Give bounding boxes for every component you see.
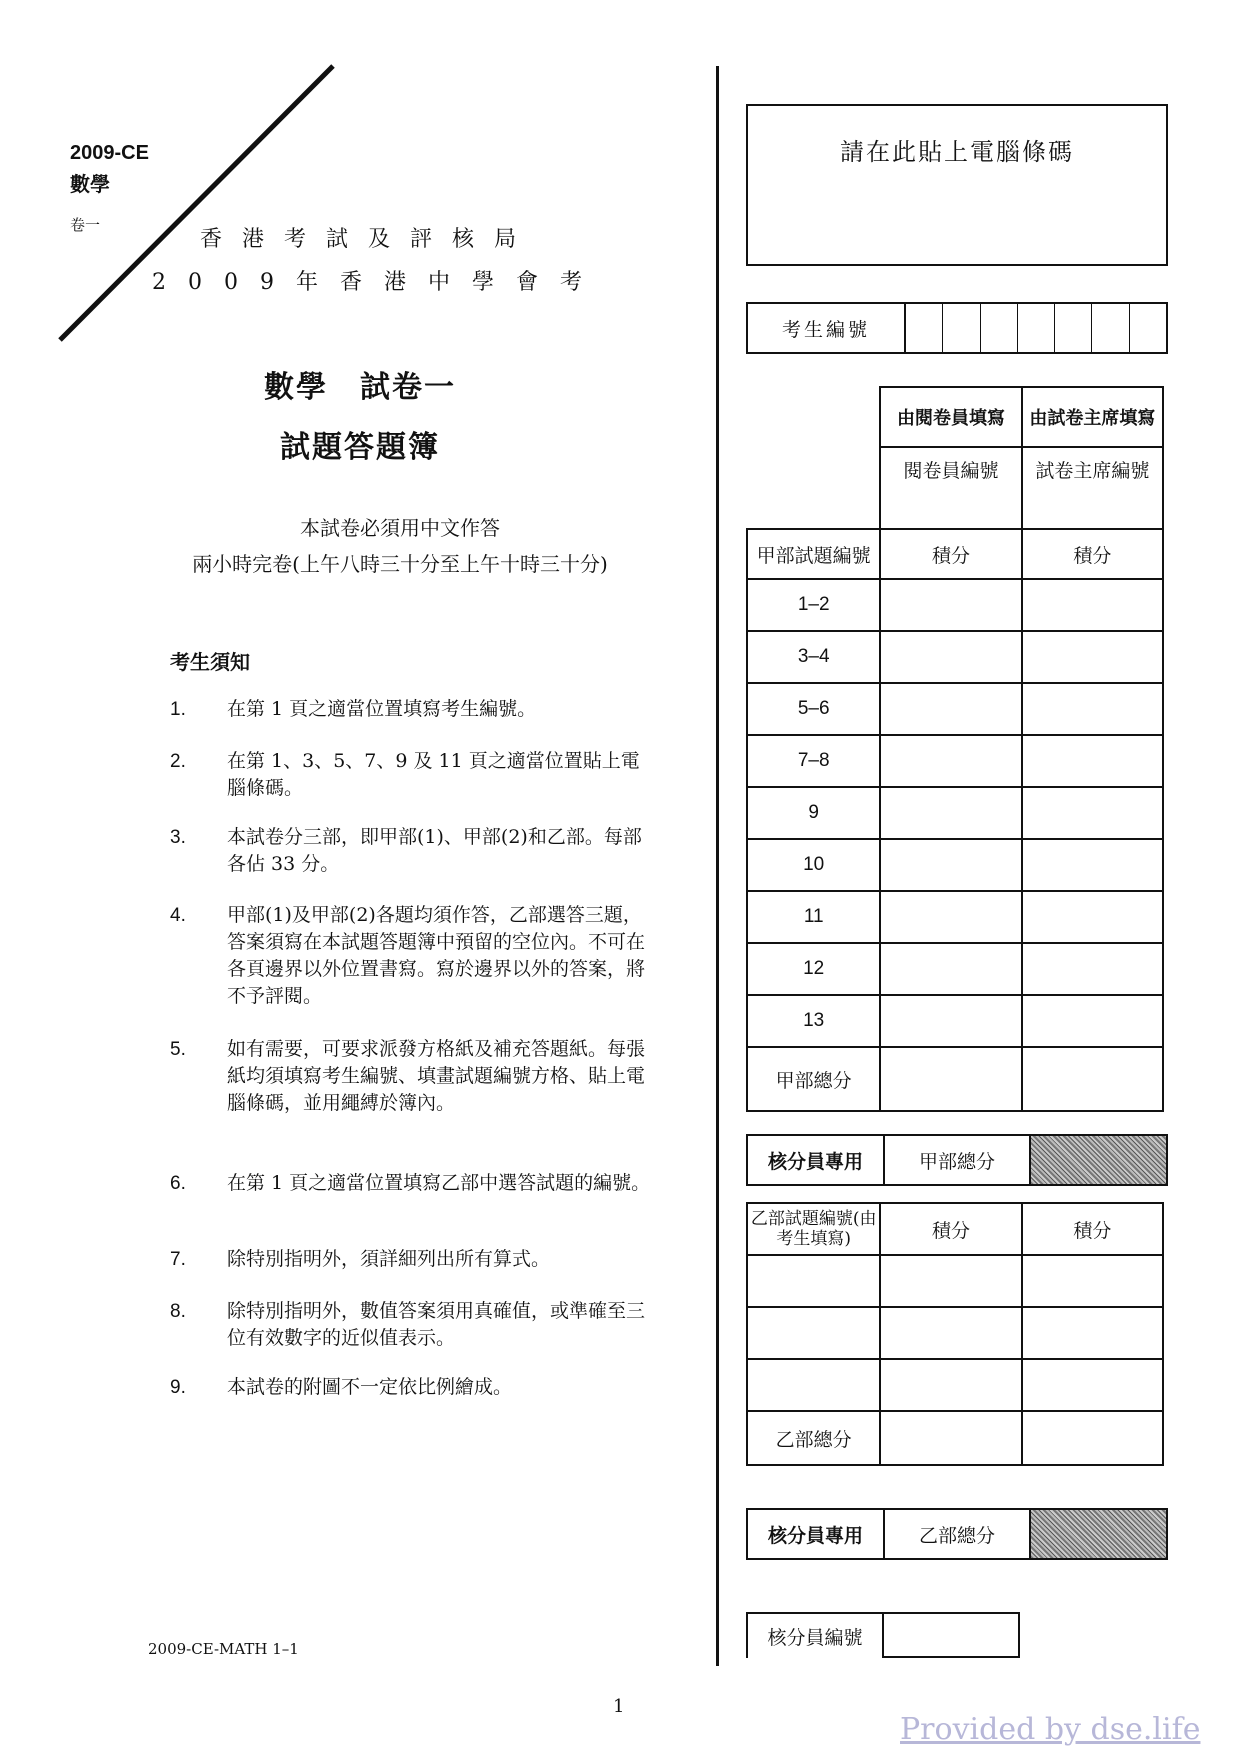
- instruction-number: 7.: [170, 1249, 186, 1270]
- question-number-cell: [747, 1359, 880, 1411]
- mark-cell: [1022, 1255, 1163, 1307]
- time-note: 兩小時完卷(上午八時三十分至上午十時三十分): [192, 552, 608, 576]
- instruction-text: 甲部(1)及甲部(2)各題均須作答，乙部選答三題，答案須寫在本試題答題簿中預留的空位內。不可在各頁邊界以外位置書寫。寫於邊界以外的答案，將不予評閱。: [227, 904, 646, 1007]
- question-number: 9: [747, 787, 880, 839]
- mark-cell: [1022, 1359, 1163, 1411]
- section-b-marks-table: [746, 1202, 1164, 1466]
- exam-authority: 香港考試及評核局: [200, 227, 537, 252]
- mark-cell: [880, 1047, 1021, 1111]
- checker-number-label: 核分員編號: [748, 1614, 884, 1658]
- mark-cell: [880, 1307, 1021, 1359]
- mark-cell: [880, 943, 1021, 995]
- checker-only-label: 核分員專用: [748, 1136, 885, 1184]
- mark-cell: [1022, 995, 1163, 1047]
- instruction-number: 3.: [170, 827, 186, 848]
- marks-header: 積分: [880, 1203, 1021, 1255]
- marks-header: 積分: [1022, 1203, 1163, 1255]
- mark-cell: [880, 787, 1021, 839]
- candidate-digit-cell: [1018, 304, 1055, 352]
- mark-cell: [880, 891, 1021, 943]
- question-number: 10: [747, 839, 880, 891]
- question-number-cell: [747, 1255, 880, 1307]
- paper-label: 卷一: [70, 216, 101, 234]
- shaded-area: [1031, 1136, 1166, 1184]
- table-corner-blank: [747, 387, 880, 447]
- instruction-text: 本試卷的附圖不一定依比例繪成。: [227, 1376, 513, 1398]
- exam-code: 2009-CE: [70, 142, 149, 164]
- mark-cell: [880, 1359, 1021, 1411]
- instruction-item: [170, 824, 660, 878]
- instruction-item: [170, 748, 660, 802]
- section-total-label: 甲部總分: [747, 1047, 880, 1111]
- candidate-digit-cell: [1092, 304, 1129, 352]
- question-number: 3–4: [747, 631, 880, 683]
- instruction-number: 6.: [170, 1173, 186, 1194]
- mark-cell: [1022, 1411, 1163, 1465]
- mark-cell: [1022, 839, 1163, 891]
- instruction-text: 本試卷分三部，即甲部(1)、甲部(2)和乙部。每部各佔 33 分。: [227, 826, 642, 875]
- chief-fill-header: 由試卷主席填寫: [1022, 387, 1163, 447]
- instructions-heading: 考生須知: [170, 650, 250, 674]
- candidate-digit-cell: [943, 304, 980, 352]
- instruction-number: 8.: [170, 1301, 186, 1322]
- header-slash-decoration: [0, 0, 340, 350]
- barcode-box: [746, 104, 1168, 266]
- marker-fill-header: 由閱卷員填寫: [880, 387, 1021, 447]
- candidate-number-label: 考生編號: [748, 304, 906, 352]
- mark-cell: [1022, 735, 1163, 787]
- instruction-item: [170, 696, 660, 723]
- shaded-area: [1031, 1510, 1166, 1558]
- mark-cell: [880, 631, 1021, 683]
- mark-cell: [1022, 1047, 1163, 1111]
- instruction-text: 除特別指明外，須詳細列出所有算式。: [227, 1248, 551, 1270]
- marks-header: 積分: [1022, 529, 1163, 579]
- mark-cell: [1022, 1307, 1163, 1359]
- mark-cell: [880, 995, 1021, 1047]
- instruction-text: 在第 1、3、5、7、9 及 11 頁之適當位置貼上電腦條碼。: [227, 750, 640, 799]
- mark-cell: [1022, 631, 1163, 683]
- chief-number-label: 試卷主席編號: [1022, 447, 1163, 529]
- instruction-text: 在第 1 頁之適當位置填寫乙部中選答試題的編號。: [227, 1172, 651, 1194]
- mark-cell: [1022, 891, 1163, 943]
- instruction-item: [170, 1036, 660, 1117]
- question-number: 1–2: [747, 579, 880, 631]
- mark-cell: [880, 735, 1021, 787]
- instruction-item: [170, 1246, 660, 1273]
- question-number-header: 乙部試題編號(由考生填寫): [747, 1203, 880, 1255]
- question-number: 13: [747, 995, 880, 1047]
- mark-cell: [880, 683, 1021, 735]
- mark-cell: [880, 579, 1021, 631]
- instruction-number: 5.: [170, 1039, 186, 1060]
- footer-paper-code: 2009-CE-MATH 1–1: [148, 1640, 299, 1658]
- instruction-text: 在第 1 頁之適當位置填寫考生編號。: [227, 698, 537, 720]
- instruction-number: 9.: [170, 1377, 186, 1398]
- instruction-item: [170, 902, 660, 1010]
- candidate-number-box: [746, 302, 1168, 354]
- section-a-marks-table: [746, 386, 1164, 1112]
- candidate-digit-cell: [981, 304, 1018, 352]
- column-divider: [716, 66, 719, 1666]
- instruction-number: 4.: [170, 905, 186, 926]
- paper-title: 數學 試卷一: [264, 370, 456, 405]
- candidate-digit-cell: [1055, 304, 1092, 352]
- question-number: 11: [747, 891, 880, 943]
- mark-cell: [1022, 787, 1163, 839]
- subject-name: 數學: [70, 172, 110, 196]
- mark-cell: [1022, 579, 1163, 631]
- question-number-cell: [747, 1307, 880, 1359]
- section-total-label: 乙部總分: [747, 1411, 880, 1465]
- language-note: 本試卷必須用中文作答: [300, 516, 500, 540]
- barcode-label: 請在此貼上電腦條碼: [840, 138, 1074, 166]
- mark-cell: [1022, 683, 1163, 735]
- instruction-item: [170, 1170, 660, 1197]
- paper-subtitle: 試題答題簿: [280, 430, 440, 465]
- checker-only-label: 核分員專用: [748, 1510, 885, 1558]
- instruction-item: [170, 1374, 660, 1401]
- question-number-header: 甲部試題編號: [747, 529, 880, 579]
- instruction-text: 除特別指明外，數值答案須用真確值，或準確至三位有效數字的近似值表示。: [227, 1300, 646, 1349]
- mark-cell: [1022, 943, 1163, 995]
- instruction-number: 2.: [170, 751, 186, 772]
- mark-cell: [880, 1255, 1021, 1307]
- marker-number-label: 閱卷員編號: [880, 447, 1021, 529]
- question-number: 7–8: [747, 735, 880, 787]
- instruction-text: 如有需要，可要求派發方格紙及補充答題紙。每張紙均須填寫考生編號、填畫試題編號方格、貼上電腦條碼，並用繩縛於簿內。: [227, 1038, 646, 1114]
- table-corner-blank: [747, 447, 880, 529]
- checker-total-label: 乙部總分: [885, 1510, 1031, 1558]
- exam-name: 2009年香港中學會考: [152, 270, 604, 295]
- question-number: 12: [747, 943, 880, 995]
- checker-number-box: [746, 1612, 1020, 1658]
- checker-section-a-box: [746, 1134, 1168, 1186]
- mark-cell: [880, 1411, 1021, 1465]
- provided-by-watermark: Provided by dse.life: [900, 1712, 1201, 1747]
- candidate-digit-cell: [906, 304, 943, 352]
- page-number: 1: [613, 1696, 625, 1717]
- candidate-digit-cell: [1130, 304, 1166, 352]
- mark-cell: [880, 839, 1021, 891]
- checker-section-b-box: [746, 1508, 1168, 1560]
- checker-number-field: [884, 1614, 1018, 1658]
- checker-total-label: 甲部總分: [885, 1136, 1031, 1184]
- marks-header: 積分: [880, 529, 1021, 579]
- question-number: 5–6: [747, 683, 880, 735]
- instruction-number: 1.: [170, 699, 186, 720]
- instruction-item: [170, 1298, 660, 1352]
